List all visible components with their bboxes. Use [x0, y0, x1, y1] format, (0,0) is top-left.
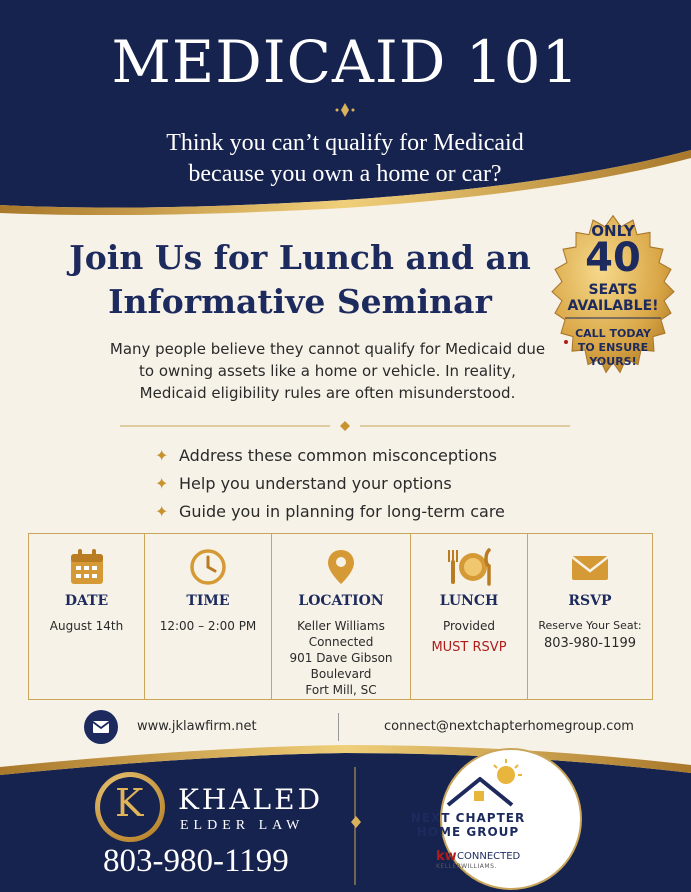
lunch-label: LUNCH [439, 593, 499, 609]
bullet-text: Help you understand your options [179, 474, 452, 493]
mail-icon [84, 710, 118, 744]
must-rsvp-note: MUST RSVP [431, 640, 507, 655]
email-link[interactable]: connect@nextchapterhomegroup.com [384, 719, 634, 734]
time-label: TIME [186, 593, 230, 609]
firm-phone[interactable]: 803-980-1199 [103, 843, 289, 879]
badge-call-2: TO ENSURE [577, 341, 649, 354]
contact-row [0, 707, 691, 747]
clock-icon [189, 548, 227, 586]
badge-call-1: CALL TODAY [575, 327, 651, 340]
intro-line-1: Many people believe they cannot qualify for Medicaid due [109, 340, 546, 358]
page-title: MEDICAID 101 [111, 28, 580, 96]
bullet-text: Address these common misconceptions [179, 446, 497, 465]
sparkle-icon: ✦ [155, 474, 169, 493]
badge-seats: SEATS [588, 282, 638, 298]
diamond-icon [349, 815, 363, 829]
bullet-text: Guide you in planning for long-term care [179, 502, 505, 521]
house-sun-icon [440, 757, 540, 809]
headline [50, 236, 550, 324]
subtitle-line-2: because you own a home or car? [188, 161, 502, 187]
partner-name-line-1: NEXT CHAPTER [410, 811, 526, 825]
rsvp-cell [528, 534, 652, 699]
utensils-plate-icon [445, 548, 493, 586]
section-divider [120, 420, 570, 432]
partner-name-line-2: HOME GROUP [416, 825, 520, 839]
rsvp-phone[interactable]: 803-980-1199 [543, 636, 637, 651]
lunch-cell [411, 534, 528, 699]
location-line-4: Boulevard [310, 667, 372, 681]
location-line-2: Connected [308, 635, 374, 649]
location-cell [272, 534, 411, 699]
time-cell [145, 534, 272, 699]
rsvp-label: RSVP [568, 593, 612, 609]
badge-call-3: YOURS! [589, 355, 637, 368]
sparkle-icon: ✦ [155, 502, 169, 521]
event-details-grid [28, 533, 653, 700]
subtitle-line-1: Think you can’t qualify for Medicaid [166, 130, 524, 156]
list-item [155, 442, 555, 470]
firm-name: KHALED [178, 783, 324, 816]
badge-only: ONLY [591, 222, 635, 240]
location-pin-icon [326, 548, 356, 586]
headline-line-1: Join Us for Lunch and an [69, 238, 531, 277]
location-value [276, 618, 406, 698]
calendar-icon [69, 548, 105, 586]
contact-divider [338, 713, 339, 741]
intro-line-2: to owning assets like a home or vehicle. In reality, [139, 362, 516, 380]
header-banner [0, 0, 691, 215]
firm-subtitle: ELDER LAW [180, 818, 305, 833]
kw-logo: kw [436, 849, 457, 864]
seats-badge [537, 200, 689, 390]
intro-line-3: Medicaid eligibility rules are often misunderstood. [139, 384, 516, 402]
benefit-list [155, 442, 555, 526]
subtitle [95, 128, 595, 190]
date-value: August 14th [49, 619, 124, 633]
footer-banner [0, 745, 691, 892]
badge-available: AVAILABLE! [567, 298, 659, 314]
envelope-icon [570, 548, 610, 586]
location-line-1: Keller Williams [297, 619, 385, 633]
diamond-icon [335, 102, 355, 118]
list-item [155, 470, 555, 498]
location-label: LOCATION [298, 593, 384, 609]
lunch-value: Provided [442, 619, 496, 633]
list-item [155, 498, 555, 526]
headline-line-2: Informative Seminar [108, 282, 492, 321]
website-link[interactable]: www.jklawfirm.net [137, 719, 257, 734]
intro-paragraph [95, 338, 560, 404]
sparkle-icon: ✦ [155, 446, 169, 465]
location-line-5: Fort Mill, SC [305, 683, 377, 697]
location-line-3: 901 Dave Gibson [289, 651, 393, 665]
firm-monogram: K [115, 781, 144, 825]
kw-connected: CONNECTED [457, 851, 521, 862]
date-label: DATE [64, 593, 109, 609]
time-value: 12:00 – 2:00 PM [159, 619, 257, 633]
kw-subtext: KELLERWILLIAMS. [436, 863, 497, 870]
date-cell [29, 534, 145, 699]
badge-count: 40 [585, 235, 641, 281]
rsvp-value: Reserve Your Seat: [538, 619, 642, 632]
